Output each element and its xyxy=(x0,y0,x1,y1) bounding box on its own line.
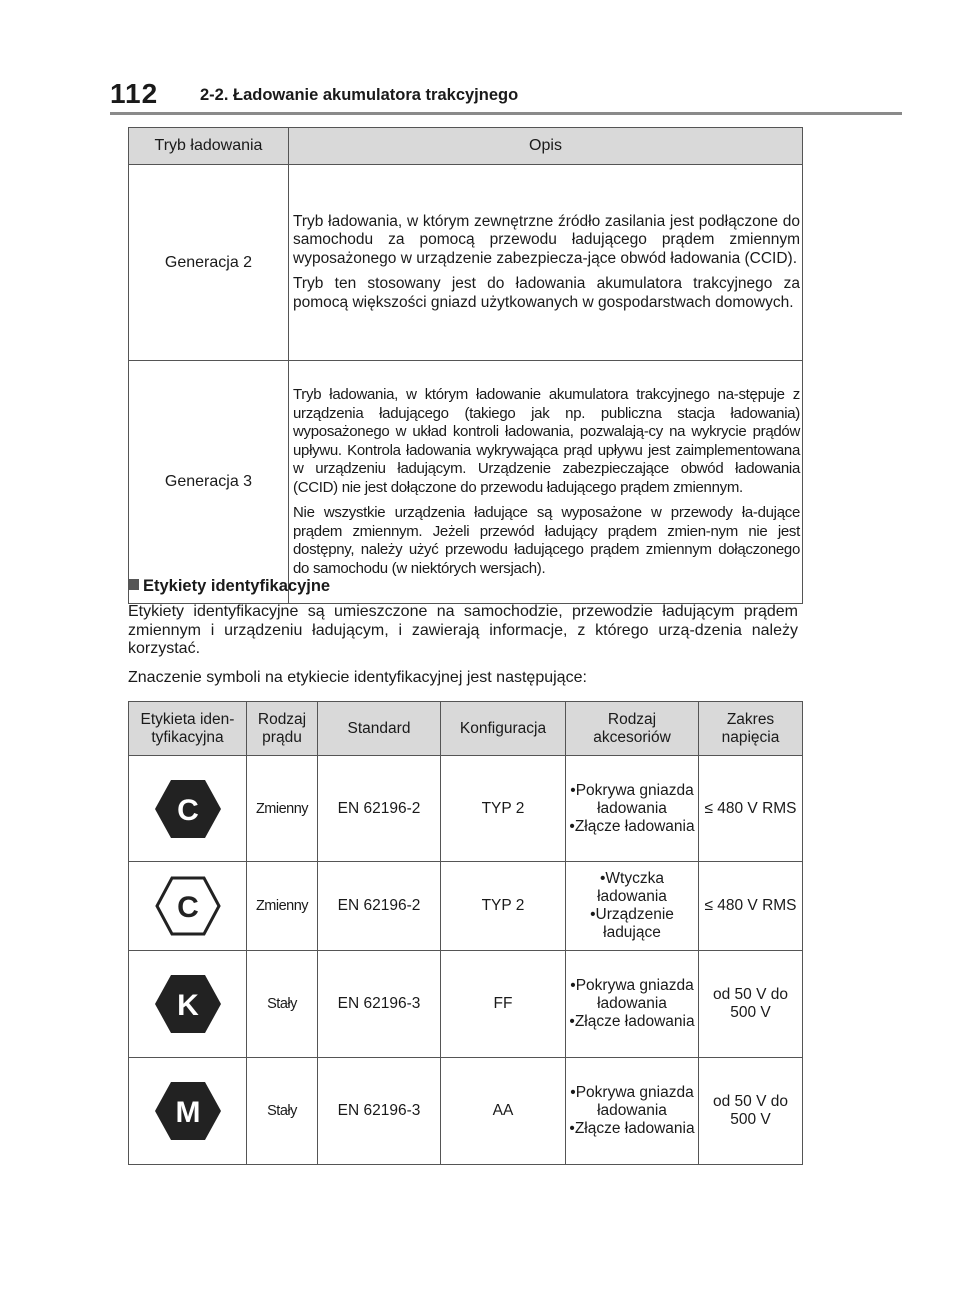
standard-cell: EN 62196-3 xyxy=(318,1058,441,1165)
hexagon-c-outline-icon xyxy=(153,875,223,937)
column-header: Rodzaj prądu xyxy=(247,702,318,756)
mode-cell: Generacja 3 xyxy=(129,361,289,604)
accessories-cell xyxy=(566,951,699,1058)
charging-modes-table xyxy=(128,127,803,604)
standard-cell: EN 62196-2 xyxy=(318,756,441,862)
label-cell xyxy=(129,951,247,1058)
label-letter: M xyxy=(175,1096,200,1129)
description-paragraph: Tryb ten stosowany jest do ładowania akumulatora trakcyjnego za pomocą większości gniazd użytkowanych w gospodarstwach domowych. xyxy=(293,275,800,311)
column-header: Konfiguracja xyxy=(441,702,566,756)
description-cell xyxy=(289,361,803,604)
accessory-item: •Pokrywa gniazda ładowania xyxy=(570,781,694,817)
label-letter: K xyxy=(176,989,199,1022)
table-row xyxy=(129,862,803,951)
voltage-cell: ≤ 480 V RMS xyxy=(699,756,803,862)
table-header-row xyxy=(129,702,803,756)
label-letter: C xyxy=(176,793,199,827)
body-paragraph: Etykiety identyfikacyjne są umieszczone na samochodzie, przewodzie ładującym prądem zmiennym i urządzeniu ładującym, i zawierają informacje, z którego urzą-dzenia należy korzystać. xyxy=(128,603,798,657)
accessories-cell xyxy=(566,862,699,951)
standard-cell: EN 62196-3 xyxy=(318,951,441,1058)
current-cell: Stały xyxy=(247,1058,318,1165)
accessory-item: •Pokrywa gniazda ładowania xyxy=(570,977,694,1012)
identification-labels-table xyxy=(128,701,803,1165)
voltage-cell: ≤ 480 V RMS xyxy=(699,862,803,951)
square-bullet-icon xyxy=(128,579,139,590)
hexagon-c-filled-icon xyxy=(153,778,223,840)
config-cell: FF xyxy=(441,951,566,1058)
label-cell xyxy=(129,862,247,951)
hexagon-k-filled-icon xyxy=(153,973,223,1035)
accessory-item: •Pokrywa gniazda ładowania xyxy=(570,1084,694,1119)
voltage-cell: od 50 V do 500 V xyxy=(699,1058,803,1165)
accessory-item: •Złącze ładowania xyxy=(569,1013,695,1030)
accessories-cell xyxy=(566,1058,699,1165)
description-paragraph: Nie wszystkie urządzenia ładujące są wyposażone w przewody ła-dujące prądem zmiennym. Jeżeli przewód ładujący prądem zmien-nym nie jest dostępny, należy użyć przewodu ładującego prądem zmiennym dołączonego do samochodu (w niektórych wersjach). xyxy=(293,504,800,577)
accessory-item: •Urządzenie ładujące xyxy=(590,906,674,941)
voltage-cell: od 50 V do 500 V xyxy=(699,951,803,1058)
config-cell: TYP 2 xyxy=(441,862,566,951)
table-row xyxy=(129,165,803,361)
accessory-item: •Złącze ładowania xyxy=(569,817,695,835)
current-cell: Stały xyxy=(247,951,318,1058)
accessories-cell xyxy=(566,756,699,862)
table-row xyxy=(129,361,803,604)
column-header: Standard xyxy=(318,702,441,756)
column-header: Rodzaj akcesoriów xyxy=(566,702,699,756)
config-cell: TYP 2 xyxy=(441,756,566,862)
mode-cell: Generacja 2 xyxy=(129,165,289,361)
body-paragraph: Znaczenie symboli na etykiecie identyfikacyjnej jest następujące: xyxy=(128,669,587,686)
label-letter: C xyxy=(176,891,199,924)
header-divider xyxy=(110,112,902,115)
column-header: Tryb ładowania xyxy=(129,128,289,165)
config-cell: AA xyxy=(441,1058,566,1165)
accessory-item: •Złącze ładowania xyxy=(569,1120,695,1137)
label-cell xyxy=(129,756,247,862)
column-header: Opis xyxy=(289,128,803,165)
current-cell: Zmienny xyxy=(247,756,318,862)
table-row xyxy=(129,951,803,1058)
page-number: 112 xyxy=(110,78,159,109)
description-paragraph: Tryb ładowania, w którym ładowanie akumulatora trakcyjnego na-stępuje z urządzenia ładującego (takiego jak np. publiczna stacja ładowania) wyposażonego w układ kontroli ładowania, pozwalają-cy na wykrycie prądów upływu. Kontrola ładowania wykrywająca prąd upływu jest zaimplementowana w urządzeniu ładującym. Urządzenie zabezpieczające obwód ładowania (CCID) nie jest dołączone do przewodu ładującego prądem zmiennym. xyxy=(293,386,800,496)
table-row xyxy=(129,1058,803,1165)
subsection-title: Etykiety identyfikacyjne xyxy=(143,577,331,595)
standard-cell: EN 62196-2 xyxy=(318,862,441,951)
table-row xyxy=(129,756,803,862)
section-title: 2-2. Ładowanie akumulatora trakcyjnego xyxy=(200,86,519,104)
accessory-item: •Wtyczka ładowania xyxy=(597,870,667,905)
current-cell: Zmienny xyxy=(247,862,318,951)
description-cell xyxy=(289,165,803,361)
table-header-row xyxy=(129,128,803,165)
column-header: Etykieta iden-tyfikacyjna xyxy=(129,702,247,756)
column-header: Zakres napięcia xyxy=(699,702,803,756)
description-paragraph: Tryb ładowania, w którym zewnętrzne źródło zasilania jest podłączone do samochodu za pomocą przewodu ładującego prądem zmiennym wyposażonego w urządzenie zabezpiecza-jące obwód ładowania (CCID). xyxy=(293,212,800,267)
subsection-heading xyxy=(128,577,330,596)
hexagon-m-filled-icon xyxy=(153,1080,223,1142)
label-cell xyxy=(129,1058,247,1165)
